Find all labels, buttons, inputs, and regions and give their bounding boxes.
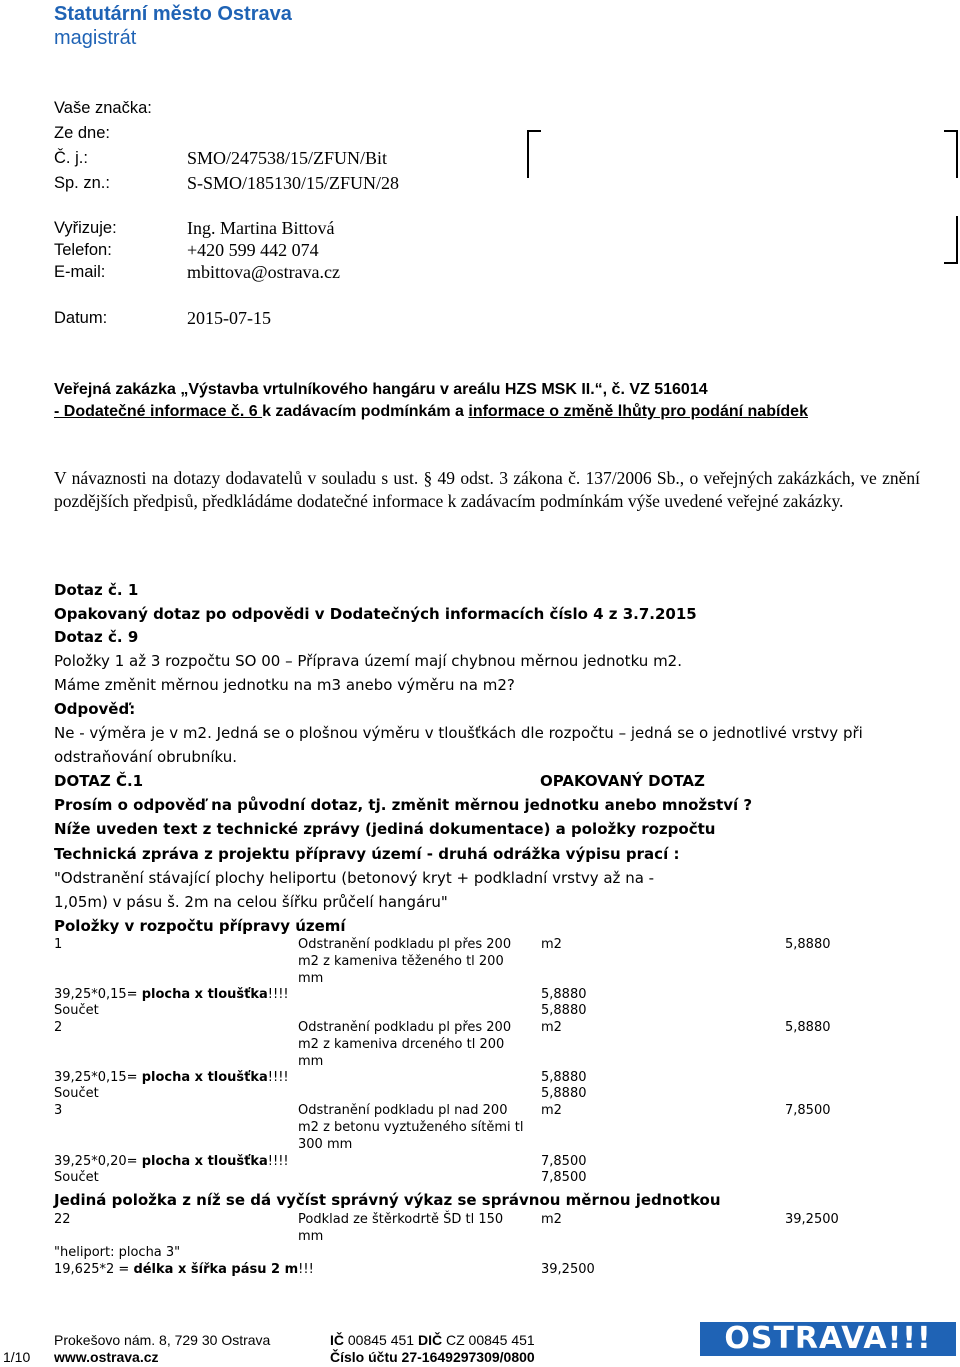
item-2-calc-exclaim: !!!! <box>267 1070 289 1085</box>
item-1-calc-exclaim: !!!! <box>267 987 289 1002</box>
cj-value: SMO/247538/15/ZFUN/Bit <box>187 148 388 168</box>
item-3-calc-note: plocha x tloušťka <box>141 1154 268 1169</box>
item-1-desc-2: m2 z kameniva těženého tl 200 <box>298 954 504 969</box>
item-22-calc-formula: 19,625*2 = <box>54 1262 130 1277</box>
vyrizuje-value: Ing. Martina Bittová <box>187 218 335 238</box>
item-1-calc-value: 5,8880 <box>541 987 587 1002</box>
item-3-unit: m2 <box>541 1103 562 1118</box>
item-3-soucet-label: Součet <box>54 1170 99 1185</box>
item-1-unit: m2 <box>541 937 562 952</box>
item-1-number: 1 <box>54 937 63 952</box>
item-3-calc-formula: 39,25*0,20= <box>54 1154 138 1169</box>
item-22-heliport: "heliport: plocha 3" <box>54 1245 181 1260</box>
ostrava-logo: OSTRAVA!!! <box>700 1322 956 1356</box>
email-value: mbittova@ostrava.cz <box>187 262 341 282</box>
item-2-calc-note: plocha x tloušťka <box>141 1070 268 1085</box>
item-3-calc <box>54 1154 289 1169</box>
item-2-number: 2 <box>54 1020 63 1035</box>
item-1-calc-formula: 39,25*0,15= <box>54 987 138 1002</box>
jedina-polozka-heading: Jediná položka z níž se dá vyčíst správný výkaz se správnou měrnou jednotkou <box>54 1191 721 1209</box>
item-3-desc-3: 300 mm <box>298 1137 353 1152</box>
subject-line-2 <box>54 403 808 421</box>
intro-paragraph: V návaznosti na dotazy dodavatelů v souladu s ust. § 49 odst. 3 zákona č. 137/2006 Sb., o veřejných zakázkách, ve znění pozdějších předpisů, předkládáme dodatečné informace k zadávacím podmínkám výše uvedené veřejné zakázky. <box>54 468 920 511</box>
item-1-soucet-value: 5,8880 <box>541 1003 587 1018</box>
spzn-value: S-SMO/185130/15/ZFUN/28 <box>187 173 400 193</box>
item-3-number: 3 <box>54 1103 63 1118</box>
item-22-calc-exclaim: !!! <box>298 1262 314 1277</box>
item-3-qty: 7,8500 <box>785 1103 831 1118</box>
vase-znacka-label: Vaše značka: <box>54 99 152 117</box>
item-3-calc-value: 7,8500 <box>541 1154 587 1169</box>
item-22-calc <box>54 1262 314 1277</box>
item-22-desc-1: Podklad ze štěrkodrtě ŠD tl 150 <box>298 1212 504 1227</box>
quote-line-2: 1,05m) v pásu š. 2m na celou šířku průčelí hangáru" <box>54 893 448 911</box>
item-3-desc-1: Odstranění podkladu pl nad 200 <box>298 1103 508 1118</box>
footer-account: Číslo účtu 27-1649297309/0800 <box>330 1349 535 1365</box>
item-2-soucet-value: 5,8880 <box>541 1086 587 1101</box>
item-2-calc-value: 5,8880 <box>541 1070 587 1085</box>
datum-label: Datum: <box>54 309 108 327</box>
address-window-corner-tr <box>944 130 958 178</box>
nize-line: Níže uveden text z technické zprávy (jediná dokumentace) a položky rozpočtu <box>54 820 716 838</box>
address-window-corner-tl <box>527 130 541 178</box>
item-3-soucet-value: 7,8500 <box>541 1170 587 1185</box>
item-2-calc-formula: 39,25*0,15= <box>54 1070 138 1085</box>
address-window-corner-br <box>944 216 958 264</box>
item-22-number: 22 <box>54 1212 71 1227</box>
item-1-desc-1: Odstranění podkladu pl přes 200 <box>298 937 512 952</box>
subject-di-number: - Dodatečné informace č. 6 <box>54 403 263 420</box>
item-1-qty: 5,8880 <box>785 937 831 952</box>
dotaz-9-label: Dotaz č. 9 <box>54 628 139 646</box>
item-22-qty: 39,2500 <box>785 1212 839 1227</box>
cj-label: Č. j.: <box>54 149 88 167</box>
item-1-calc <box>54 987 289 1002</box>
item-1-desc-3: mm <box>298 971 324 986</box>
item-22-calc-note: délka x šířka pásu 2 m <box>133 1262 299 1277</box>
item-22-desc-2: mm <box>298 1229 324 1244</box>
item-2-desc-2: m2 z kameniva drceného tl 200 <box>298 1037 505 1052</box>
footer-ic-dic <box>330 1332 535 1348</box>
ic-label: IČ <box>330 1332 344 1348</box>
item-2-desc-3: mm <box>298 1054 324 1069</box>
item-2-desc-1: Odstranění podkladu pl přes 200 <box>298 1020 512 1035</box>
footer-address: Prokešovo nám. 8, 729 30 Ostrava <box>54 1332 271 1348</box>
subject-middle: k zadávacím podmínkám a <box>262 403 469 420</box>
dic-label: DIČ <box>417 1332 443 1348</box>
department-name: magistrát <box>54 27 137 49</box>
email-label: E-mail: <box>54 263 106 281</box>
footer-web: www.ostrava.cz <box>54 1349 159 1365</box>
item-2-soucet-label: Součet <box>54 1086 99 1101</box>
subject-line-1: Veřejná zakázka „Výstavba vrtulníkového hangáru v areálu HZS MSK II.“, č. VZ 516014 <box>54 381 708 398</box>
item-1-calc-note: plocha x tloušťka <box>141 987 268 1002</box>
page-number: 1/10 <box>3 1349 31 1365</box>
item-1-soucet-label: Součet <box>54 1003 99 1018</box>
item-2-qty: 5,8880 <box>785 1020 831 1035</box>
polozky-heading: Položky v rozpočtu přípravy území <box>54 917 346 935</box>
vyrizuje-label: Vyřizuje: <box>54 219 117 237</box>
dotaz-c1-heading: DOTAZ Č.1 <box>54 772 144 790</box>
quote-line-1: "Odstranění stávající plochy heliportu (betonový kryt + podkladní vrstvy až na - <box>54 869 655 887</box>
dotaz-1-text: Opakovaný dotaz po odpovědi v Dodatečných informacích číslo 4 z 3.7.2015 <box>54 605 697 623</box>
subject-deadline-change: informace o změně lhůty pro podání nabídek <box>468 403 808 420</box>
item-22-calc-value: 39,2500 <box>541 1262 595 1277</box>
item-3-calc-exclaim: !!!! <box>267 1154 289 1169</box>
item-22-unit: m2 <box>541 1212 562 1227</box>
spzn-label: Sp. zn.: <box>54 174 110 192</box>
organization-name: Statutární město Ostrava <box>54 3 292 25</box>
item-3-desc-2: m2 z betonu vyztuženého sítěmi tl <box>298 1120 524 1135</box>
item-2-unit: m2 <box>541 1020 562 1035</box>
odpoved-line-1: Ne - výměra je v m2. Jedná se o plošnou výměru v tloušťkách dle rozpočtu – jedná se o jednotlivé vrstvy při <box>54 724 863 742</box>
item-2-calc <box>54 1070 289 1085</box>
odpoved-line-2: odstraňování obrubníku. <box>54 748 238 766</box>
ic-value: 00845 451 <box>347 1332 415 1348</box>
dic-value: CZ 00845 451 <box>445 1332 535 1348</box>
dotaz-1-label: Dotaz č. 1 <box>54 581 139 599</box>
opakovany-dotaz-heading: OPAKOVANÝ DOTAZ <box>540 772 705 790</box>
telefon-label: Telefon: <box>54 241 112 259</box>
prosim-line: Prosím o odpověď na původní dotaz, tj. změnit měrnou jednotku anebo množství ? <box>54 796 753 814</box>
ze-dne-label: Ze dne: <box>54 124 110 142</box>
dotaz-9-line-1: Položky 1 až 3 rozpočtu SO 00 – Příprava území mají chybnou měrnou jednotku m2. <box>54 652 682 670</box>
technicka-zprava-line: Technická zpráva z projektu přípravy území - druhá odrážka výpisu prací : <box>54 845 680 863</box>
telefon-value: +420 599 442 074 <box>187 240 319 260</box>
odpoved-label: Odpověď: <box>54 700 136 718</box>
datum-value: 2015-07-15 <box>187 308 271 328</box>
dotaz-9-line-2: Máme změnit měrnou jednotku na m3 anebo výměru na m2? <box>54 676 515 694</box>
